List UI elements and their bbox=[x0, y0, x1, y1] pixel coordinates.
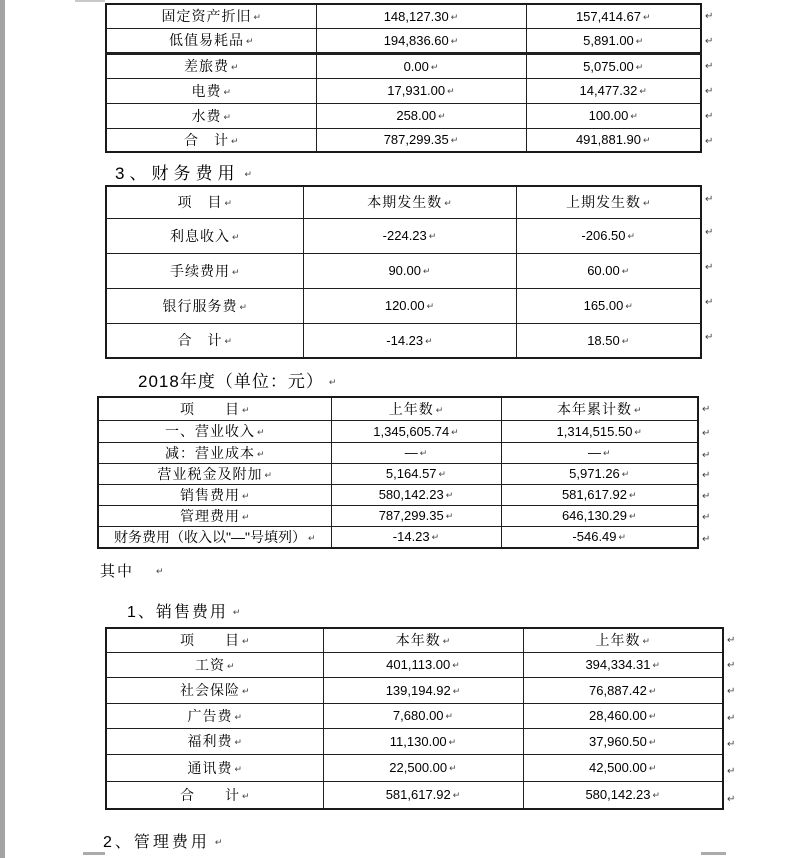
cell-value: 18.50 ↵ bbox=[516, 323, 701, 358]
row-label: 减：营业成本 ↵ bbox=[98, 442, 331, 463]
cell-value: 90.00 ↵ bbox=[303, 253, 516, 288]
cell-value: 580,142.23 ↵ bbox=[523, 781, 723, 809]
row-label: 财务费用（收入以"—"号填列） ↵ bbox=[98, 526, 331, 548]
table-row bbox=[98, 463, 698, 484]
paragraph-mark-icon bbox=[702, 486, 714, 498]
cell-value: 401,113.00 ↵ bbox=[323, 652, 523, 677]
table-header-row bbox=[106, 186, 701, 218]
row-label: 营业税金及附加 ↵ bbox=[98, 463, 331, 484]
cell-value: 42,500.00 ↵ bbox=[523, 754, 723, 781]
table-row bbox=[106, 754, 723, 781]
cell-value: 157,414.67 ↵ bbox=[526, 4, 701, 28]
paragraph-mark-icon bbox=[702, 529, 714, 541]
cell-value: 17,931.00 ↵ bbox=[316, 78, 526, 103]
paragraph-mark-icon bbox=[705, 81, 717, 93]
row-label: 广告费 ↵ bbox=[106, 703, 323, 728]
row-label: 销售费用 ↵ bbox=[98, 484, 331, 505]
row-label: 一、营业收入 ↵ bbox=[98, 420, 331, 442]
cell-value: 100.00 ↵ bbox=[526, 103, 701, 128]
paragraph-mark-icon bbox=[727, 708, 739, 720]
column-header: 上期发生数 ↵ bbox=[516, 186, 701, 218]
paragraph-mark-icon bbox=[702, 507, 714, 519]
column-header: 上年数 ↵ bbox=[523, 628, 723, 652]
row-label: 工资 ↵ bbox=[106, 652, 323, 677]
cell-value: 5,075.00 ↵ bbox=[526, 53, 701, 78]
heading-year-2018: 2018年度（单位：元） ↵ bbox=[138, 367, 336, 392]
row-label: 通讯费 ↵ bbox=[106, 754, 323, 781]
cell-value: 787,299.35 ↵ bbox=[316, 128, 526, 152]
table-row bbox=[98, 505, 698, 526]
table-row bbox=[106, 28, 701, 53]
row-label: 合 计 ↵ bbox=[106, 323, 303, 358]
next-table-border-fragment bbox=[83, 852, 105, 855]
table-row bbox=[106, 253, 701, 288]
paragraph-mark-icon bbox=[727, 681, 739, 693]
row-label: 银行服务费 ↵ bbox=[106, 288, 303, 323]
next-table-border-fragment bbox=[701, 852, 726, 855]
table-header-row bbox=[106, 628, 723, 652]
heading-among-which: 其中 ↵ bbox=[100, 560, 164, 581]
cell-value: -206.50 ↵ bbox=[516, 218, 701, 253]
paragraph-mark-icon bbox=[705, 222, 717, 234]
cell-value: 28,460.00 ↵ bbox=[523, 703, 723, 728]
cell-value: 5,891.00 ↵ bbox=[526, 28, 701, 53]
row-label: 合 计 ↵ bbox=[106, 128, 316, 152]
paragraph-mark-icon bbox=[727, 734, 739, 746]
column-header: 上年数 ↵ bbox=[331, 397, 501, 420]
cell-value: 22,500.00 ↵ bbox=[323, 754, 523, 781]
cell-value: 0.00 ↵ bbox=[316, 53, 526, 78]
table-row bbox=[106, 728, 723, 754]
row-label: 社会保险 ↵ bbox=[106, 677, 323, 703]
cell-value: 37,960.50 ↵ bbox=[523, 728, 723, 754]
table-row-total bbox=[106, 128, 701, 152]
paragraph-mark-icon bbox=[705, 6, 717, 18]
paragraph-mark-icon bbox=[727, 761, 739, 773]
cell-value: -224.23 ↵ bbox=[303, 218, 516, 253]
cell-value: 646,130.29 ↵ bbox=[501, 505, 698, 526]
paragraph-mark-icon bbox=[702, 399, 714, 411]
paragraph-mark-icon bbox=[727, 630, 739, 642]
row-label: 合 计 ↵ bbox=[106, 781, 323, 809]
cell-value: 1,345,605.74 ↵ bbox=[331, 420, 501, 442]
cell-value: 5,164.57 ↵ bbox=[331, 463, 501, 484]
table-row bbox=[98, 484, 698, 505]
column-header: 本期发生数 ↵ bbox=[303, 186, 516, 218]
heading-financial-expenses: 3、财务费用 ↵ bbox=[115, 159, 252, 184]
table-row bbox=[98, 420, 698, 442]
column-header: 项 目 ↵ bbox=[106, 628, 323, 652]
table-row bbox=[106, 53, 701, 78]
cell-value: 581,617.92 ↵ bbox=[323, 781, 523, 809]
income-statement-table bbox=[97, 396, 699, 549]
cell-value: -14.23 ↵ bbox=[303, 323, 516, 358]
cell-value: 7,680.00 ↵ bbox=[323, 703, 523, 728]
table-row-total bbox=[106, 323, 701, 358]
cell-value: — ↵ bbox=[331, 442, 501, 463]
paragraph-mark-icon bbox=[705, 131, 717, 143]
row-label: 固定资产折旧 ↵ bbox=[106, 4, 316, 28]
column-header: 本年累计数 ↵ bbox=[501, 397, 698, 420]
paragraph-mark-icon bbox=[705, 31, 717, 43]
table-row bbox=[98, 442, 698, 463]
paragraph-mark-icon bbox=[705, 189, 717, 201]
cell-value: 194,836.60 ↵ bbox=[316, 28, 526, 53]
table-row bbox=[106, 218, 701, 253]
heading-admin-expenses: 2、管理费用 ↵ bbox=[103, 829, 222, 852]
cell-value: 581,617.92 ↵ bbox=[501, 484, 698, 505]
paragraph-mark-icon bbox=[705, 327, 717, 339]
admin-expense-detail-table bbox=[105, 3, 702, 153]
table-border-remnant bbox=[75, 0, 105, 2]
paragraph-mark-icon bbox=[705, 106, 717, 118]
row-label: 差旅费 ↵ bbox=[106, 53, 316, 78]
cell-value: 139,194.92 ↵ bbox=[323, 677, 523, 703]
paragraph-mark-icon bbox=[705, 292, 717, 304]
paragraph-mark-icon bbox=[705, 56, 717, 68]
paragraph-mark-icon bbox=[727, 789, 739, 801]
cell-value: 580,142.23 ↵ bbox=[331, 484, 501, 505]
row-label: 水费 ↵ bbox=[106, 103, 316, 128]
row-label: 福利费 ↵ bbox=[106, 728, 323, 754]
row-label: 低值易耗品 ↵ bbox=[106, 28, 316, 53]
paragraph-mark-icon bbox=[727, 655, 739, 667]
table-row bbox=[106, 78, 701, 103]
table-row bbox=[106, 652, 723, 677]
cell-value: 165.00 ↵ bbox=[516, 288, 701, 323]
cell-value: 394,334.31 ↵ bbox=[523, 652, 723, 677]
cell-value: 1,314,515.50 ↵ bbox=[501, 420, 698, 442]
row-label: 手续费用 ↵ bbox=[106, 253, 303, 288]
cell-value: 787,299.35 ↵ bbox=[331, 505, 501, 526]
paragraph-mark-icon bbox=[702, 445, 714, 457]
cell-value: — ↵ bbox=[501, 442, 698, 463]
cell-value: 60.00 ↵ bbox=[516, 253, 701, 288]
row-label: 利息收入 ↵ bbox=[106, 218, 303, 253]
table-row bbox=[106, 103, 701, 128]
cell-value: 491,881.90 ↵ bbox=[526, 128, 701, 152]
cell-value: 11,130.00 ↵ bbox=[323, 728, 523, 754]
paragraph-mark-icon bbox=[702, 465, 714, 477]
table-row bbox=[98, 526, 698, 548]
cell-value: 120.00 ↵ bbox=[303, 288, 516, 323]
row-label: 管理费用 ↵ bbox=[98, 505, 331, 526]
cell-value: 14,477.32 ↵ bbox=[526, 78, 701, 103]
page-left-edge bbox=[0, 0, 5, 858]
cell-value: 5,971.26 ↵ bbox=[501, 463, 698, 484]
cell-value: -14.23 ↵ bbox=[331, 526, 501, 548]
table-row bbox=[106, 4, 701, 28]
financial-expenses-table bbox=[105, 185, 702, 359]
column-header: 项 目 ↵ bbox=[98, 397, 331, 420]
cell-value: 258.00 ↵ bbox=[316, 103, 526, 128]
column-header: 项 目 ↵ bbox=[106, 186, 303, 218]
cell-value: 76,887.42 ↵ bbox=[523, 677, 723, 703]
table-row-total bbox=[106, 781, 723, 809]
row-label: 电费 ↵ bbox=[106, 78, 316, 103]
paragraph-mark-icon bbox=[702, 423, 714, 435]
table-row bbox=[106, 288, 701, 323]
sales-expenses-table bbox=[105, 627, 724, 810]
paragraph-mark-icon bbox=[705, 257, 717, 269]
table-row bbox=[106, 677, 723, 703]
table-header-row bbox=[98, 397, 698, 420]
table-row bbox=[106, 703, 723, 728]
heading-sales-expenses: 1、销售费用 ↵ bbox=[127, 599, 240, 622]
cell-value: 148,127.30 ↵ bbox=[316, 4, 526, 28]
column-header: 本年数 ↵ bbox=[323, 628, 523, 652]
cell-value: -546.49 ↵ bbox=[501, 526, 698, 548]
